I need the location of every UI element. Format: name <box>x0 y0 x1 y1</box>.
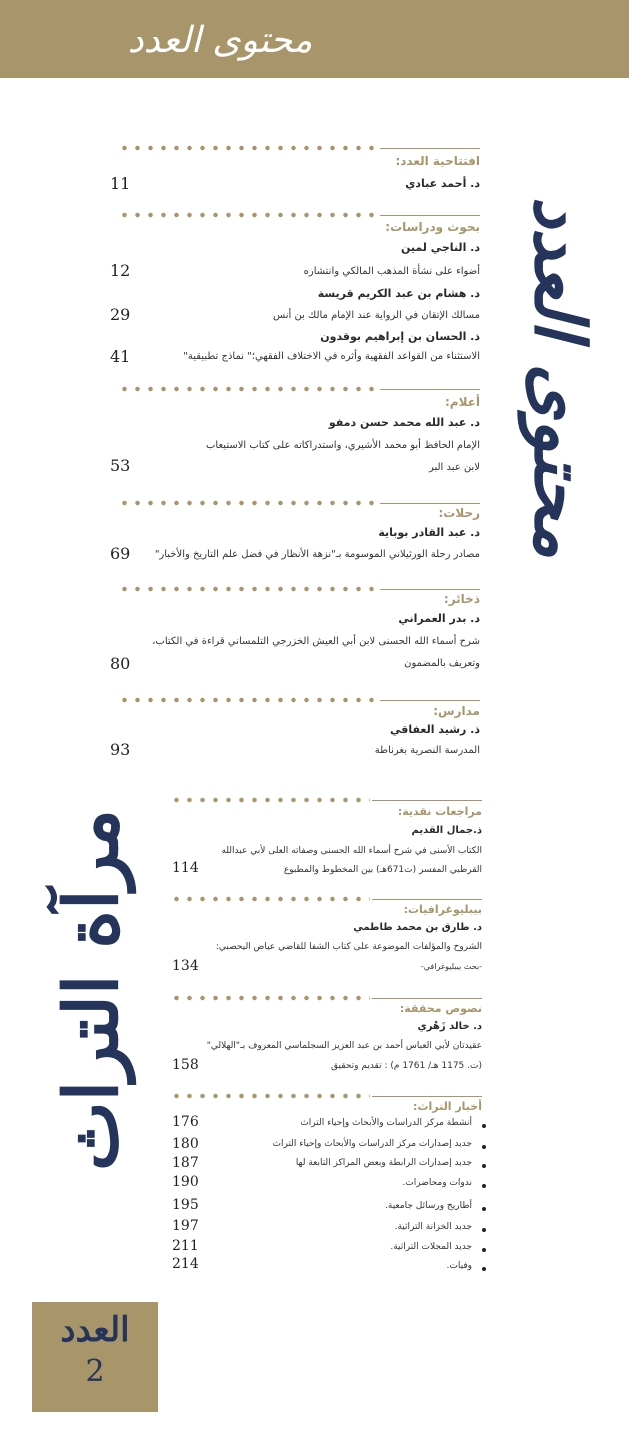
page-number: 134 <box>172 958 199 974</box>
author-name: د. عبد القادر بوباية <box>378 526 480 539</box>
section-rule <box>372 998 482 999</box>
bullet-icon <box>482 1164 486 1168</box>
page-number: 12 <box>110 261 131 280</box>
section-rule <box>380 589 480 590</box>
page-number: 69 <box>110 544 131 563</box>
page-number: 176 <box>172 1114 199 1130</box>
bullet-icon <box>482 1145 486 1149</box>
page-number: 197 <box>172 1218 199 1234</box>
header-bar <box>0 0 629 78</box>
news-title: أخبار التراث: <box>413 1100 482 1113</box>
news-item: ندوات ومحاضرات. <box>402 1178 472 1188</box>
section-title: نصوص محققة: <box>399 1002 482 1015</box>
section-rule <box>372 800 482 801</box>
article-title: المدرسة النصرية بغرناطة <box>374 745 480 756</box>
news-item: أطاريح ورسائل جامعية. <box>385 1201 472 1211</box>
news-item: جديد إصدارات مركز الدراسات والأبحاث وإحياء التراث <box>272 1139 472 1149</box>
issue-badge <box>32 1302 158 1412</box>
article-title: لابن عبد البر <box>428 462 480 473</box>
section-title: بيبليوغرافيات: <box>403 903 482 916</box>
section-dots <box>170 797 370 803</box>
bullet-icon <box>482 1267 486 1271</box>
article-title: القرطبي المفسر (ت671هـ) بين المخطوط والمطبوع <box>283 865 482 875</box>
page-number: 114 <box>172 860 199 876</box>
news-item: وفيات. <box>446 1261 472 1271</box>
vertical-issue-title-text: محتوى العدد <box>518 196 602 558</box>
bullet-icon <box>482 1228 486 1232</box>
section-title: مراجعات نقدية: <box>397 805 482 818</box>
page-number: 180 <box>172 1136 199 1152</box>
news-item: جديد الخزانة التراثية. <box>394 1222 472 1232</box>
author-name: ذ. رشيد العفاقي <box>390 723 480 736</box>
page-number: 53 <box>110 456 131 475</box>
section-title: رحلات: <box>438 506 480 520</box>
bullet-icon <box>482 1184 486 1188</box>
vertical-issue-title <box>515 162 605 592</box>
journal-title-text: مرآة التراث <box>49 808 135 1172</box>
article-title: (ت. 1175 هـ/ 1761 م) : تقديم وتحقيق <box>331 1061 482 1071</box>
issue-number: 2 <box>85 1354 105 1389</box>
page-number: 93 <box>110 740 131 759</box>
news-item: جديد إصدارات الرابطة وبعض المراكز التابعة لها <box>295 1158 472 1168</box>
section-title: بحوث ودراسات: <box>385 220 480 234</box>
section-dots <box>118 500 378 506</box>
article-title: عقيدتان لأبي العباس أحمد بن عبد العزيز السجلماسي المعروف بـ"الهلالي" <box>206 1041 482 1051</box>
section-title: افتتاحية العدد: <box>395 154 480 168</box>
section-rule <box>380 148 480 149</box>
section-rule <box>380 389 480 390</box>
page-number: 80 <box>110 654 131 673</box>
section-rule <box>380 503 480 504</box>
author-name: د. عبد الله محمد حسن دمفو <box>328 416 480 429</box>
section-dots <box>118 212 378 218</box>
section-rule <box>380 215 480 216</box>
article-title: مصادر رحلة الورثيلاني الموسومة بـ"نزهة الأنظار في فضل علم التاريخ والأخبار" <box>154 549 480 560</box>
page-number: 195 <box>172 1197 199 1213</box>
page-number: 11 <box>110 174 131 193</box>
header-title: محتوى العدد <box>127 20 313 61</box>
bullet-icon <box>482 1124 486 1128</box>
bullet-icon <box>482 1248 486 1252</box>
author-name: د. طارق بن محمد طاطمي <box>353 922 482 933</box>
section-dots <box>118 386 378 392</box>
article-title: مسالك الإتقان في الرواية عند الإمام مالك بن أنس <box>272 310 480 321</box>
journal-title <box>42 790 142 1190</box>
author-name: ذ. الحسان بن إبراهيم بوقدون <box>320 330 480 343</box>
section-rule <box>372 899 482 900</box>
section-dots <box>170 1093 370 1099</box>
section-rule <box>372 1096 482 1097</box>
author-name: د. هشام بن عبد الكريم قريسة <box>317 287 480 300</box>
page-number: 187 <box>172 1155 199 1171</box>
article-title: الشروح والمؤلفات الموضوعة على كتاب الشفا للقاضي عياض اليحصبي: <box>215 942 482 952</box>
page-number: 41 <box>110 347 131 366</box>
page-number: 29 <box>110 305 131 324</box>
page-number: 214 <box>172 1256 199 1272</box>
article-title: وتعريف بالمضمون <box>404 658 480 669</box>
section-dots <box>118 586 378 592</box>
section-dots <box>170 896 370 902</box>
author-name: د. بدر العمراني <box>398 612 480 625</box>
page-number: 190 <box>172 1174 199 1190</box>
article-title: شرح أسماء الله الحسنى لابن أبي العيش الخزرجي التلمساني قراءة في الكتاب، <box>152 636 480 647</box>
news-item: جديد المجلات التراثية. <box>390 1242 472 1252</box>
section-dots <box>170 995 370 1001</box>
author-name: د. أحمد عبادي <box>405 177 480 190</box>
news-item: أنشطة مركز الدراسات والأبحاث وإحياء التراث <box>300 1118 472 1128</box>
article-title: الإمام الحافظ أبو محمد الأشيري، واستدراكاته على كتاب الاستيعاب <box>206 440 480 451</box>
author-name: د. خالد زَهْري <box>417 1021 482 1032</box>
article-title: الكتاب الأسنى في شرح أسماء الله الحسنى وصفاته العلى لأبي عبدالله <box>221 846 482 856</box>
section-title: مدارس: <box>433 704 480 718</box>
bullet-icon <box>482 1207 486 1211</box>
author-name: ذ.جمال القديم <box>411 825 482 836</box>
article-title: أضواء على نشأة المذهب المالكي وانتشاره <box>303 266 480 277</box>
section-dots <box>118 145 378 151</box>
page-number: 211 <box>172 1238 199 1254</box>
article-title: -بحث بيبليوغرافي- <box>420 962 482 971</box>
section-rule <box>380 700 480 701</box>
page-number: 158 <box>172 1057 199 1073</box>
issue-label: العدد <box>60 1310 130 1350</box>
article-title: الاستثناء من القواعد الفقهية وأثره في الاختلاف الفقهي؛" نماذج تطبيقية" <box>183 351 480 362</box>
section-dots <box>118 697 378 703</box>
author-name: د. الناجي لمين <box>401 241 480 254</box>
section-title: ذخائر: <box>443 592 480 606</box>
section-title: أعلام: <box>444 395 480 409</box>
